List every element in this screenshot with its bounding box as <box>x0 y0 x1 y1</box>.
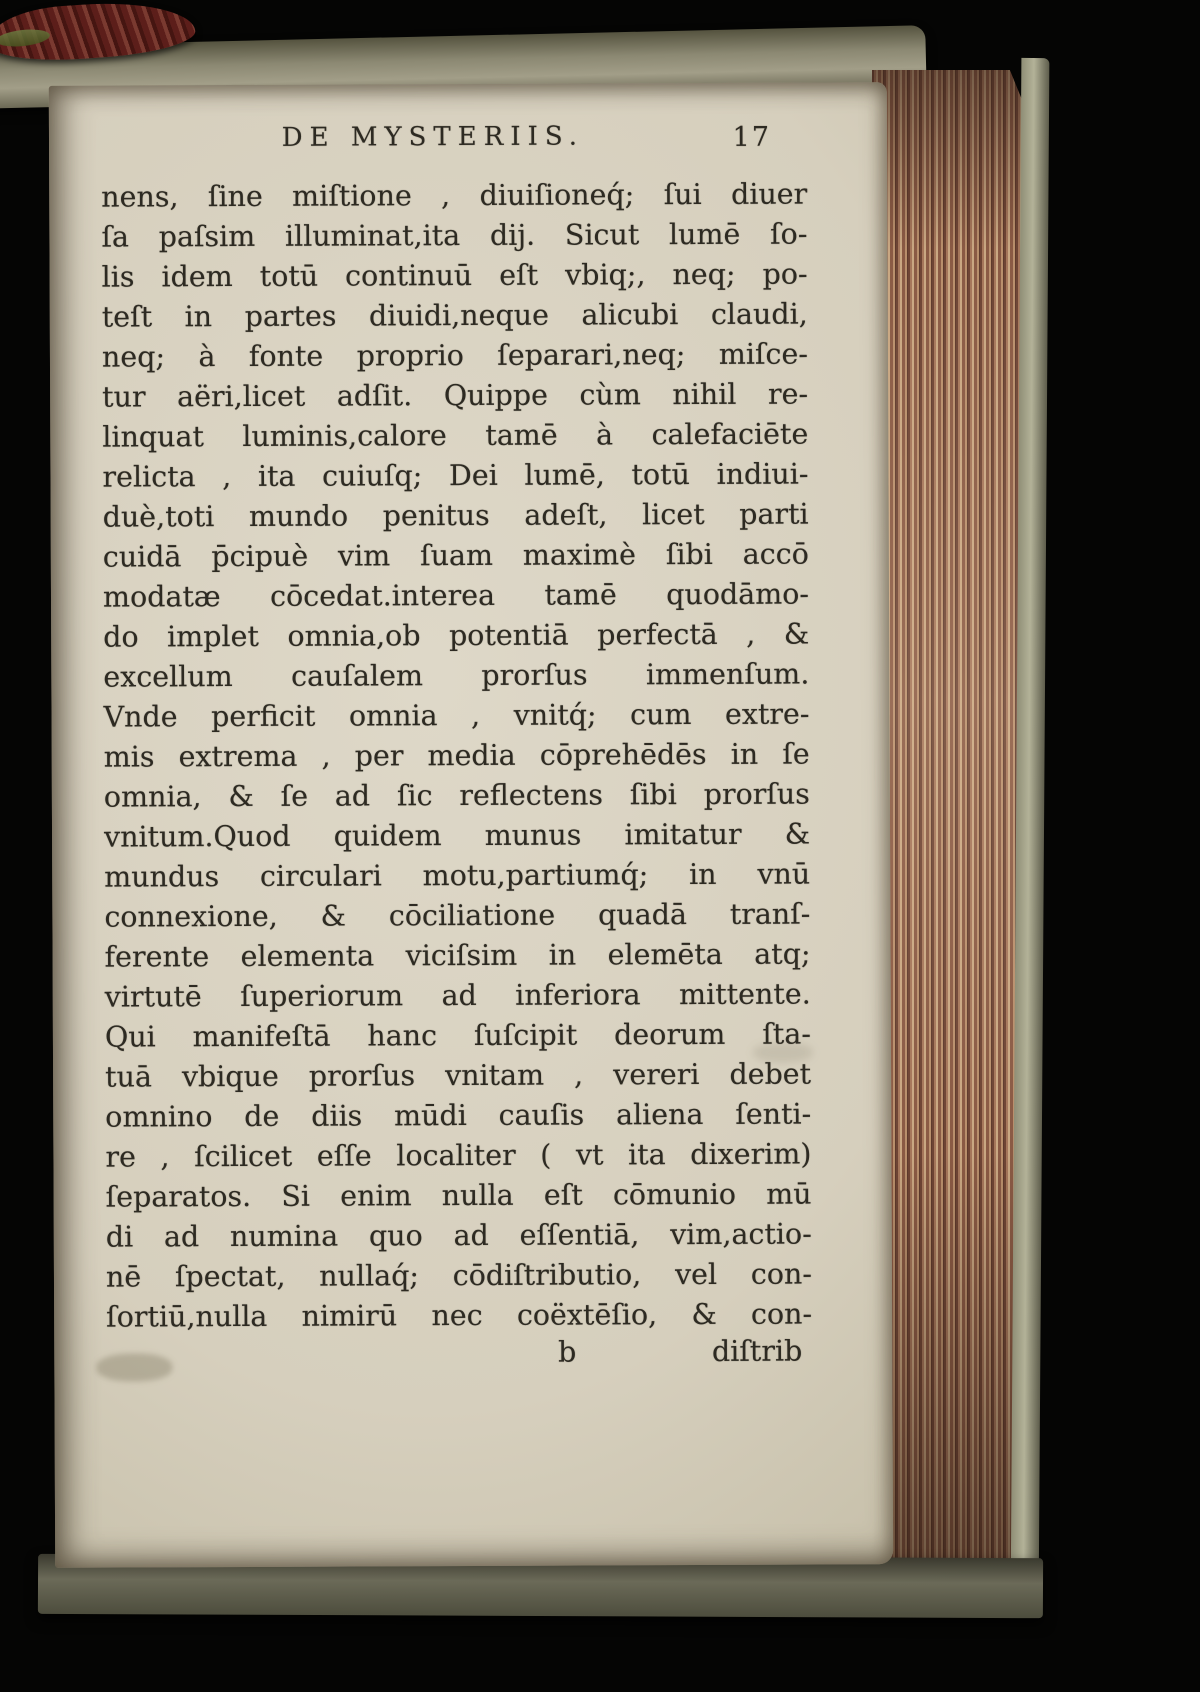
text-line: do implet omnia,ob potentiā perfectā , & <box>103 617 810 654</box>
text-line: Qui manifeſtā hanc ſuſcipit deorum ſta- <box>104 1017 811 1054</box>
text-line: relicta , ita cuiuſq; Dei lumē, totū indiui- <box>102 457 809 494</box>
text-line: tur aëri,licet adſit. Quippe cùm nihil re- <box>102 377 809 414</box>
page-header <box>101 121 807 168</box>
text-line: duè,toti mundo penitus adeſt, licet parti <box>102 497 809 534</box>
text-line: omnino de diis mūdi cauſis aliena ſenti- <box>105 1097 812 1134</box>
catchword-row <box>106 1335 812 1378</box>
text-line: mis extrema , per media cōprehēdēs in ſe <box>103 737 810 774</box>
ink-show-through-faint <box>753 1043 813 1063</box>
text-line: ferente elementa viciſsim in elemēta atq; <box>104 937 811 974</box>
text-line: connexione, & cōciliatione quadā tranſ- <box>104 897 811 934</box>
catchword: diſtrib <box>711 1334 803 1368</box>
text-line: omnia, & ſe ad ſic reflectens ſibi prorſus <box>103 777 810 814</box>
text-line: virtutē ſuperiorum ad inferiora mittente. <box>104 977 811 1014</box>
text-line: tuā vbique prorſus vnitam , vereri debet <box>105 1057 812 1094</box>
text-line: ſeparatos. Si enim nulla eſt cōmunio mū <box>105 1177 812 1214</box>
running-title: DE MYSTERIIS. <box>281 121 585 153</box>
text-line: neq; à fonte proprio ſeparari,neq; miſce- <box>101 337 809 374</box>
ink-show-through <box>96 1353 172 1381</box>
text-line: nē ſpectat, nullaq́; cōdiſtributio, vel con- <box>105 1257 813 1294</box>
text-line: linquat luminis,calore tamē à calefaciēte <box>102 417 809 454</box>
book-fore-edge-pages <box>872 70 1036 1572</box>
text-line: ſortiū,nulla nimirū nec coëxtēſio, & con- <box>106 1297 813 1334</box>
text-line: vnitum.Quod quidem munus imitatur & <box>103 817 811 854</box>
text-line: Vnde perficit omnia , vnitq́; cum extre- <box>103 697 810 734</box>
text-line: re , ſcilicet eſſe localiter ( vt ita dixerim) <box>105 1137 812 1174</box>
text-line: teſt in partes diuidi,neque alicubi claudi, <box>101 297 808 334</box>
text-line: ſa paſsim illuminat,ita dij. Sicut lumē ſo- <box>101 217 808 254</box>
fore-edge-shading <box>872 70 1036 1572</box>
page-number: 17 <box>732 121 772 153</box>
text-line: excellum cauſalem prorſus immenſum. <box>103 657 810 694</box>
signature-mark: b <box>558 1335 577 1369</box>
body-text <box>101 175 812 1338</box>
text-line: cuidā p̄cipuè vim ſuam maximè ſibi accō <box>102 537 809 574</box>
text-line: lis idem totū continuū eſt vbiq;, neq; po- <box>101 257 808 294</box>
text-line: modatæ cōcedat.interea tamē quodāmo- <box>102 577 810 614</box>
text-line: di ad numina quo ad eſſentiā, vim,actio- <box>105 1217 812 1254</box>
text-line: mundus circulari motu,partiumq́; in vnū <box>104 857 811 894</box>
page-content <box>101 121 812 1378</box>
text-line: nens, ſine miſtione , diuiſioneq́; ſui diuer <box>101 177 808 214</box>
book-page <box>49 82 893 1568</box>
